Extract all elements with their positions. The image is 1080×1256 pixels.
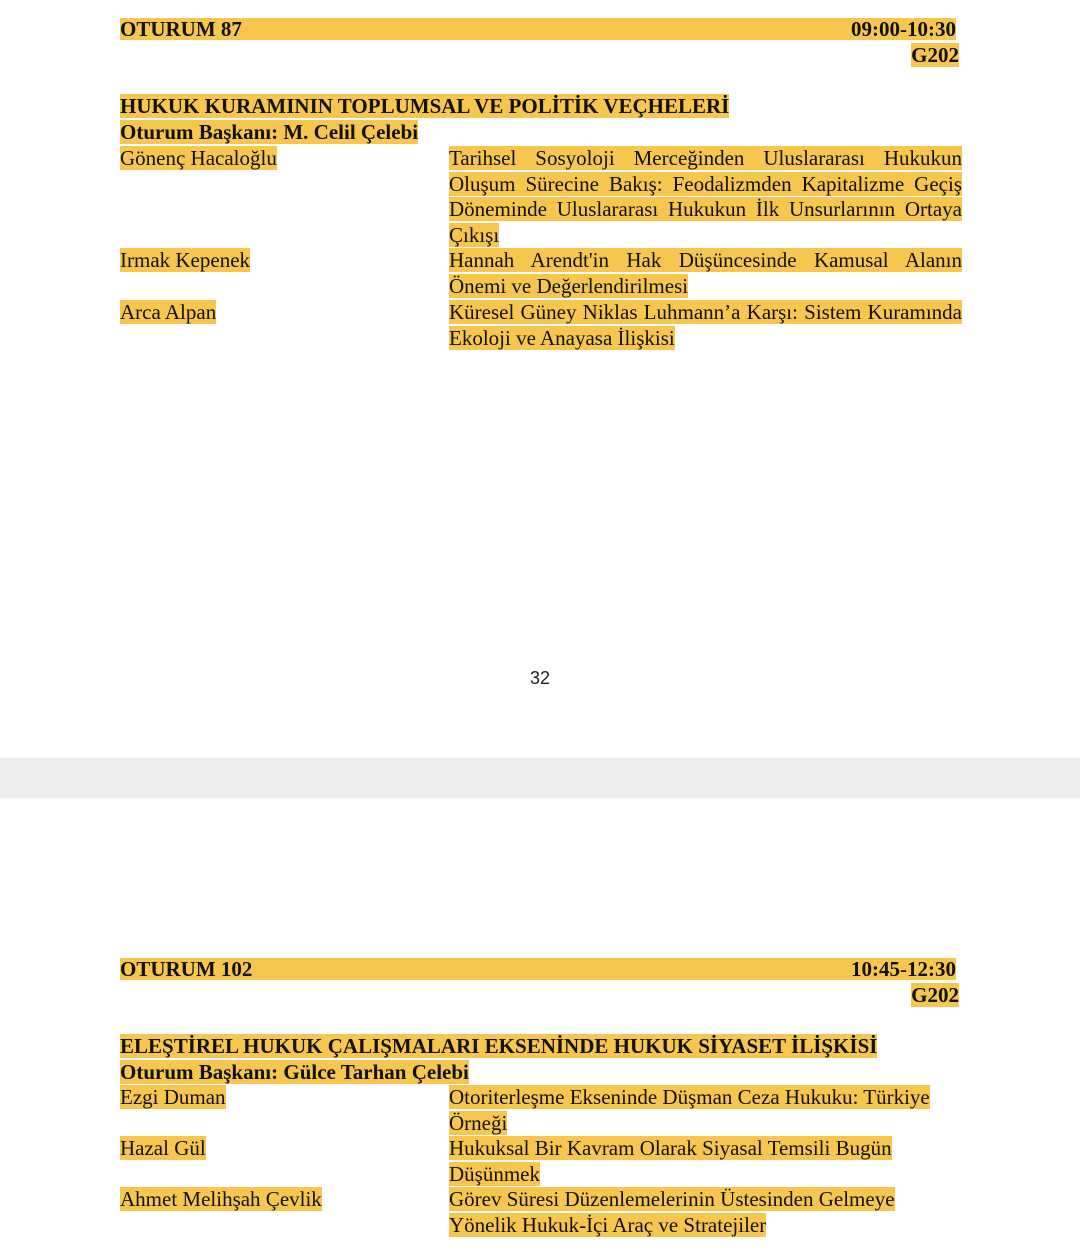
session-chair: Oturum Başkanı: Gülce Tarhan Çelebi <box>120 1060 469 1084</box>
session-header-bar <box>120 958 956 980</box>
session-title: ELEŞTİREL HUKUK ÇALIŞMALARI EKSENİNDE HUKUK SİYASET İLİŞKİSİ <box>120 1034 878 1058</box>
paper-title: Hukuksal Bir Kavram Olarak Siyasal Temsili Bugün Düşünmek <box>449 1136 892 1186</box>
paper-title: Tarihsel Sosyoloji Merceğinden Uluslararası Hukukun Oluşum Sürecine Bakış: Feodalizmden Kapitalizme Geçiş Döneminde Uluslararası Hukukun İlk Unsurlarının Ortaya Çıkışı <box>449 146 962 247</box>
session-header-bar <box>120 18 956 40</box>
session-time: 09:00-10:30 <box>851 17 956 41</box>
session-chair: Oturum Başkanı: M. Celil Çelebi <box>120 120 419 144</box>
paper-author: Gönenç Hacaloğlu <box>120 146 277 170</box>
session-room: G202 <box>911 983 959 1007</box>
page-number: 32 <box>529 668 551 688</box>
session-name: OTURUM 87 <box>120 17 242 41</box>
paper-author: Ahmet Melihşah Çevlik <box>120 1187 322 1211</box>
paper-author: Hazal Gül <box>120 1136 206 1160</box>
paper-author: Ezgi Duman <box>120 1085 226 1109</box>
paper-author: Irmak Kepenek <box>120 248 251 272</box>
paper-title: Küresel Güney Niklas Luhmann’a Karşı: Sistem Kuramında Ekoloji ve Anayasa İlişkisi <box>449 300 962 350</box>
paper-author: Arca Alpan <box>120 300 217 324</box>
session-title: HUKUK KURAMININ TOPLUMSAL VE POLİTİK VEÇHELERİ <box>120 94 730 118</box>
paper-title: Görev Süresi Düzenlemelerinin Üstesinden Gelmeye Yönelik Hukuk-İçi Araç ve Stratejiler <box>449 1187 895 1237</box>
session-name: OTURUM 102 <box>120 957 253 981</box>
paper-title: Hannah Arendt'in Hak Düşüncesinde Kamusal Alanın Önemi ve Değerlendirilmesi <box>449 248 962 298</box>
page-separator <box>0 758 1080 798</box>
session-time: 10:45-12:30 <box>851 957 956 981</box>
paper-title: Otoriterleşme Ekseninde Düşman Ceza Hukuku: Türkiye Örneği <box>449 1085 930 1135</box>
document-page-2 <box>0 798 1080 1256</box>
session-room: G202 <box>911 43 959 67</box>
